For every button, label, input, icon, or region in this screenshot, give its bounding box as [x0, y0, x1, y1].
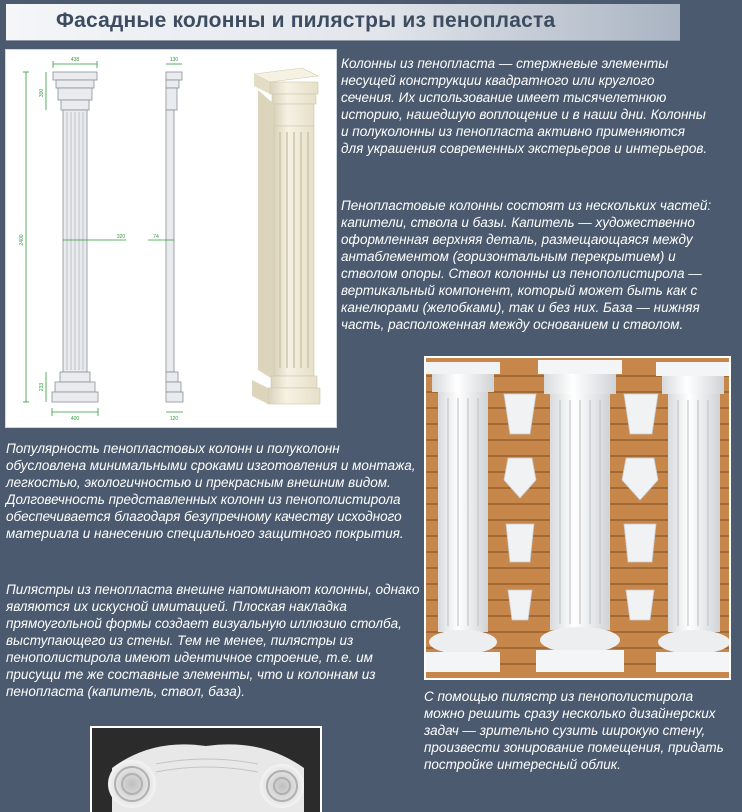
volute-left — [108, 760, 156, 808]
dim-top-width: 438 — [70, 57, 80, 63]
columns-photo — [424, 356, 731, 680]
pilaster-render — [252, 68, 320, 404]
dim-shaft-width: 320 — [116, 234, 126, 240]
title-bar — [6, 4, 680, 41]
dim-total-height: 2400 — [19, 234, 25, 246]
columns-photo-art — [426, 358, 729, 678]
design-tasks-paragraph: С помощью пилястр из пенополистирола можно решить сразу несколько дизайнерских задач — зрительно сузить широкую стену, произвести зонирование помещения, придать постройке интересный облик. — [424, 689, 724, 772]
volute-right — [260, 764, 304, 808]
column-drawing — [6, 50, 336, 427]
capital-photo-art — [92, 728, 320, 812]
dim-side-bottom: 120 — [169, 416, 179, 422]
side-view-profile — [166, 72, 183, 402]
popularity-paragraph: Популярность пенопластовых колонн и полуколонн обусловлена минимальными сроками изготовления и монтажа, легкостью, экологичностью и прекрасным внешним видом. Долговечность представленных колонн из пенополистирола обеспечивается благодаря безупречному качеству исходного материала и нанесению специального защитного покрытия. — [6, 441, 416, 541]
page-title: Фасадные колонны и пилястры из пенопласта — [56, 9, 556, 32]
dim-bottom-width: 400 — [70, 416, 80, 422]
capital-photo — [90, 726, 322, 812]
dim-side-mid: 74 — [153, 234, 159, 240]
dim-base-height: 233 — [39, 382, 45, 392]
dim-side-top: 130 — [169, 57, 179, 63]
pilaster-paragraph: Пилястры из пенопласта внешне напоминают колонны, однако являются их искусной имитацией. Плоская накладка прямоугольной формы создает визуальную иллюзию столба, выступающего из стены. Тем не менее, пилястры из пенополистирола имеют идентичное строение, т.е. им присущи те же составные элементы, что и колоннам из пенопласта (капитель, ствол, база). — [6, 582, 420, 699]
structure-paragraph: Пенопластовые колонны состоят из нескольких частей: капители, ствола и базы. Капитель — художественно оформленная верхняя деталь, размещающаяся между антаблементом (горизонтальным перекрытием) и стволом опоры. Ствол колонны из пенополистирола — вертикальный компонент, который может быть как с канелюрами (желобками), так и без них. База — нижняя часть, расположенная между основанием и стволом. — [341, 198, 712, 332]
column-drawing-panel — [5, 49, 337, 428]
dim-capital-height: 300 — [39, 88, 45, 98]
intro-paragraph: Колонны из пенопласта — стержневые элементы несущей конструкции квадратного или круглого сечения. Их использование имеет тысячелетнюю историю, нашедшую воплощение и в наши дни. Колонны и полуколонны из пенопласта активно применяются для украшения современных экстерьеров и интерьеров. — [341, 56, 708, 156]
